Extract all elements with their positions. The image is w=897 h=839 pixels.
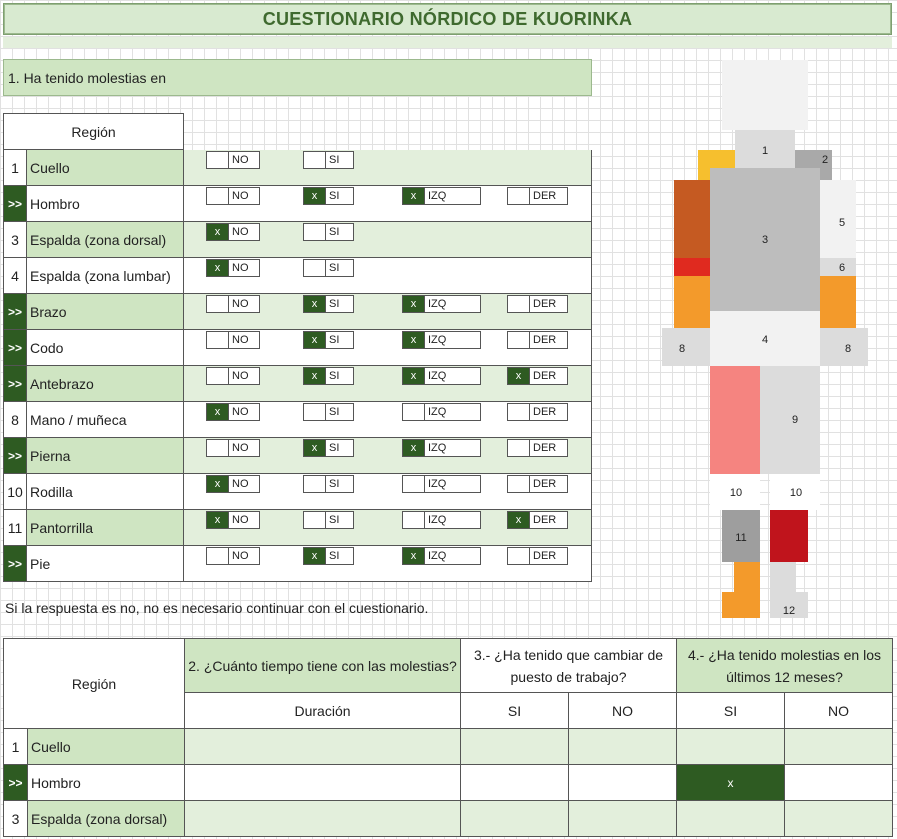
option-si — [303, 331, 354, 349]
checkbox-der[interactable] — [507, 403, 530, 421]
checkbox-si[interactable] — [303, 223, 326, 241]
t2-q4-si-header: SI — [677, 693, 785, 729]
checkbox-si[interactable]: x — [303, 295, 326, 313]
row-border — [591, 438, 592, 473]
checkbox-si[interactable] — [303, 151, 326, 169]
t2-q3-header: 3.- ¿Ha tenido que cambiar de puesto de trabajo? — [461, 639, 677, 693]
option-si — [303, 439, 354, 457]
option-label-no: NO — [229, 511, 260, 529]
option-label-no: NO — [229, 295, 260, 313]
checkbox-si[interactable] — [303, 511, 326, 529]
option-izq — [402, 511, 481, 529]
checkbox-si[interactable] — [303, 259, 326, 277]
region-row-name: Codo — [27, 330, 184, 365]
row-border — [591, 330, 592, 365]
option-izq — [402, 187, 481, 205]
option-label-izq: IZQ — [425, 511, 481, 529]
body-map — [660, 60, 870, 622]
option-si — [303, 295, 354, 313]
label-arm: 5 — [838, 217, 846, 229]
option-label-si: SI — [326, 331, 354, 349]
checkbox-izq[interactable]: x — [402, 367, 425, 385]
region-row — [3, 510, 592, 546]
right-calf-shape — [770, 510, 808, 562]
option-no — [206, 151, 260, 169]
t2-region-header: Región — [4, 639, 185, 729]
option-label-izq: IZQ — [425, 547, 481, 565]
region-row — [3, 438, 592, 474]
option-label-izq: IZQ — [425, 331, 481, 349]
option-label-izq: IZQ — [425, 295, 481, 313]
option-label-izq: IZQ — [425, 475, 481, 493]
checkbox-der[interactable]: x — [507, 511, 530, 529]
checkbox-der[interactable] — [507, 331, 530, 349]
option-izq — [402, 295, 481, 313]
label-elbow: 6 — [838, 262, 846, 274]
t2-q3-si-cell[interactable] — [461, 729, 569, 765]
region-row-number: 8 — [3, 402, 27, 437]
t2-row-num: 3 — [4, 801, 28, 837]
region-row — [3, 222, 592, 258]
t2-q3-si-cell[interactable] — [461, 765, 569, 801]
option-label-si: SI — [326, 367, 354, 385]
option-der — [507, 547, 568, 565]
page-title: CUESTIONARIO NÓRDICO DE KUORINKA — [3, 3, 892, 35]
row-border — [591, 294, 592, 329]
option-der — [507, 367, 568, 385]
region-row — [3, 474, 592, 510]
option-izq — [402, 547, 481, 565]
t2-q4-si-cell[interactable] — [677, 729, 785, 765]
region-row-name: Espalda (zona lumbar) — [27, 258, 184, 293]
option-der — [507, 295, 568, 313]
option-label-si: SI — [326, 259, 354, 277]
checkbox-izq[interactable]: x — [402, 187, 425, 205]
checkbox-der[interactable] — [507, 187, 530, 205]
option-no — [206, 223, 260, 241]
left-lower-leg-shape — [734, 562, 760, 592]
label-calf: 11 — [735, 532, 747, 544]
t2-q3-no-cell[interactable] — [569, 801, 677, 837]
region-row-name: Hombro — [27, 186, 184, 221]
t2-row-num: >> — [4, 765, 28, 801]
option-izq — [402, 439, 481, 457]
head-shape — [722, 60, 808, 130]
checkbox-izq[interactable]: x — [402, 547, 425, 565]
region-row-name: Brazo — [27, 294, 184, 329]
option-label-der: DER — [530, 475, 568, 493]
checkbox-no[interactable]: x — [206, 259, 229, 277]
checkbox-no[interactable] — [206, 295, 229, 313]
option-no — [206, 475, 260, 493]
t2-row-name: Espalda (zona dorsal) — [28, 801, 185, 837]
option-no — [206, 259, 260, 277]
row-border — [591, 546, 592, 581]
row-border — [591, 510, 592, 545]
checkbox-no[interactable] — [206, 547, 229, 565]
t2-q4-si-cell[interactable]: x — [677, 765, 785, 801]
checkbox-izq[interactable] — [402, 475, 425, 493]
option-label-no: NO — [229, 403, 260, 421]
option-no — [206, 187, 260, 205]
row-border — [591, 258, 592, 293]
region-row — [3, 150, 592, 186]
option-label-der: DER — [530, 439, 568, 457]
right-forearm-shape — [820, 276, 856, 328]
option-label-si: SI — [326, 547, 354, 565]
checkbox-no[interactable] — [206, 439, 229, 457]
option-no — [206, 403, 260, 421]
left-hand-shape — [662, 328, 710, 366]
option-label-si: SI — [326, 439, 354, 457]
option-label-no: NO — [229, 367, 260, 385]
option-label-der: DER — [530, 511, 568, 529]
option-label-si: SI — [326, 223, 354, 241]
option-label-der: DER — [530, 331, 568, 349]
row-border — [591, 150, 592, 185]
checkbox-no[interactable] — [206, 151, 229, 169]
region-row-name: Pie — [27, 546, 184, 581]
checkbox-no[interactable]: x — [206, 403, 229, 421]
t2-q3-no-header: NO — [569, 693, 677, 729]
option-label-no: NO — [229, 151, 260, 169]
region-row-number: >> — [3, 438, 27, 473]
checkbox-no[interactable] — [206, 331, 229, 349]
region-row-name: Espalda (zona dorsal) — [27, 222, 184, 257]
option-label-si: SI — [326, 511, 354, 529]
checkbox-izq[interactable] — [402, 511, 425, 529]
region-row — [3, 546, 592, 582]
region-row-number: >> — [3, 546, 27, 581]
t2-row-num: 1 — [4, 729, 28, 765]
region-header: Región — [3, 113, 184, 150]
option-label-der: DER — [530, 295, 568, 313]
label-hand-right: 8 — [844, 343, 852, 355]
left-elbow-shape — [674, 258, 710, 276]
checkbox-no[interactable]: x — [206, 223, 229, 241]
option-der — [507, 403, 568, 421]
checkbox-si[interactable]: x — [303, 547, 326, 565]
instruction-note: Si la respuesta es no, no es necesario continuar con el cuestionario. — [5, 600, 429, 616]
label-thigh: 9 — [791, 414, 799, 426]
t2-row-name: Cuello — [28, 729, 185, 765]
checkbox-si[interactable]: x — [303, 367, 326, 385]
row-border — [591, 402, 592, 437]
t2-q2-header: 2. ¿Cuánto tiempo tiene con las molestias? — [185, 639, 461, 693]
option-si — [303, 187, 354, 205]
checkbox-izq[interactable]: x — [402, 439, 425, 457]
region-row-name: Mano / muñeca — [27, 402, 184, 437]
checkbox-no[interactable]: x — [206, 511, 229, 529]
option-si — [303, 547, 354, 565]
question-1: 1. Ha tenido molestias en — [3, 59, 592, 96]
option-der — [507, 439, 568, 457]
t2-duracion-cell[interactable] — [185, 765, 461, 801]
region-row-name: Antebrazo — [27, 366, 184, 401]
region-row — [3, 366, 592, 402]
t2-duracion-header: Duración — [185, 693, 461, 729]
option-label-no: NO — [229, 475, 260, 493]
option-izq — [402, 331, 481, 349]
label-shoulder: 2 — [821, 154, 829, 166]
right-lower-leg-shape — [770, 562, 796, 592]
region-row-name: Rodilla — [27, 474, 184, 509]
option-no — [206, 511, 260, 529]
option-label-si: SI — [326, 151, 354, 169]
option-label-no: NO — [229, 259, 260, 277]
left-forearm-shape — [674, 276, 710, 328]
region-row-number: >> — [3, 366, 27, 401]
option-si — [303, 403, 354, 421]
option-si — [303, 151, 354, 169]
t2-q3-si-header: SI — [461, 693, 569, 729]
checkbox-si[interactable] — [303, 403, 326, 421]
label-hand-left: 8 — [678, 343, 686, 355]
region-row-number: >> — [3, 186, 27, 221]
option-der — [507, 187, 568, 205]
region-row-name: Cuello — [27, 150, 184, 185]
t2-duracion-cell[interactable] — [185, 729, 461, 765]
label-knee-right: 10 — [789, 487, 803, 499]
option-izq — [402, 475, 481, 493]
option-label-si: SI — [326, 475, 354, 493]
option-izq — [402, 403, 481, 421]
option-label-si: SI — [326, 295, 354, 313]
option-label-izq: IZQ — [425, 403, 481, 421]
region-row — [3, 294, 592, 330]
t2-q4-no-header: NO — [785, 693, 893, 729]
checkbox-der[interactable] — [507, 295, 530, 313]
t2-q3-no-cell[interactable] — [569, 765, 677, 801]
left-thigh-shape — [710, 366, 760, 474]
option-label-der: DER — [530, 187, 568, 205]
option-no — [206, 295, 260, 313]
option-der — [507, 511, 568, 529]
option-label-no: NO — [229, 223, 260, 241]
option-der — [507, 331, 568, 349]
region-row-name: Pantorrilla — [27, 510, 184, 545]
option-label-izq: IZQ — [425, 187, 481, 205]
row-border — [591, 474, 592, 509]
region-row — [3, 258, 592, 294]
option-der — [507, 475, 568, 493]
label-dorsal: 3 — [761, 234, 769, 246]
label-foot: 12 — [782, 605, 796, 617]
option-label-no: NO — [229, 439, 260, 457]
option-label-no: NO — [229, 187, 260, 205]
option-label-si: SI — [326, 187, 354, 205]
checkbox-der[interactable] — [507, 439, 530, 457]
checkbox-no[interactable] — [206, 367, 229, 385]
region-row-number: >> — [3, 294, 27, 329]
option-si — [303, 223, 354, 241]
option-izq — [402, 367, 481, 385]
t2-row-name: Hombro — [28, 765, 185, 801]
right-thigh-shape — [760, 366, 820, 474]
row-border — [591, 186, 592, 221]
option-no — [206, 439, 260, 457]
t2-q4-header: 4.- ¿Ha tenido molestias en los últimos 12 meses? — [677, 639, 893, 693]
region-row-number: 10 — [3, 474, 27, 509]
left-upper-arm-shape — [674, 180, 710, 258]
checkbox-der[interactable] — [507, 475, 530, 493]
checkbox-si[interactable]: x — [303, 331, 326, 349]
option-si — [303, 259, 354, 277]
option-label-si: SI — [326, 403, 354, 421]
row-border — [591, 222, 592, 257]
region-row-number: 11 — [3, 510, 27, 545]
t2-q3-no-cell[interactable] — [569, 729, 677, 765]
checkbox-si[interactable]: x — [303, 439, 326, 457]
follow-up-table — [3, 638, 893, 837]
option-si — [303, 367, 354, 385]
checkbox-izq[interactable] — [402, 403, 425, 421]
region-row-name: Pierna — [27, 438, 184, 473]
title-band — [3, 37, 892, 48]
t2-q4-no-cell[interactable] — [785, 765, 893, 801]
option-si — [303, 511, 354, 529]
option-label-der: DER — [530, 403, 568, 421]
option-no — [206, 331, 260, 349]
checkbox-der[interactable] — [507, 547, 530, 565]
label-lumbar: 4 — [761, 334, 769, 346]
checkbox-der[interactable]: x — [507, 367, 530, 385]
t2-q3-si-cell[interactable] — [461, 801, 569, 837]
region-row-number: 1 — [3, 150, 27, 185]
label-knee-left: 10 — [729, 487, 743, 499]
t2-q4-si-cell[interactable] — [677, 801, 785, 837]
option-no — [206, 367, 260, 385]
left-foot-shape — [722, 592, 760, 618]
t2-q4-no-cell[interactable] — [785, 729, 893, 765]
option-label-der: DER — [530, 547, 568, 565]
region-row-number: 3 — [3, 222, 27, 257]
t2-q4-no-cell[interactable] — [785, 801, 893, 837]
region-row-number: 4 — [3, 258, 27, 293]
option-no — [206, 547, 260, 565]
region-row — [3, 186, 592, 222]
t2-duracion-cell[interactable] — [185, 801, 461, 837]
option-label-izq: IZQ — [425, 367, 481, 385]
checkbox-si[interactable]: x — [303, 187, 326, 205]
checkbox-izq[interactable]: x — [402, 295, 425, 313]
option-label-no: NO — [229, 331, 260, 349]
label-neck: 1 — [761, 145, 769, 157]
region-row-number: >> — [3, 330, 27, 365]
option-label-no: NO — [229, 547, 260, 565]
checkbox-no[interactable] — [206, 187, 229, 205]
option-si — [303, 475, 354, 493]
option-label-der: DER — [530, 367, 568, 385]
checkbox-izq[interactable]: x — [402, 331, 425, 349]
option-label-izq: IZQ — [425, 439, 481, 457]
row-border — [591, 366, 592, 401]
checkbox-no[interactable]: x — [206, 475, 229, 493]
checkbox-si[interactable] — [303, 475, 326, 493]
region-row — [3, 402, 592, 438]
region-row — [3, 330, 592, 366]
